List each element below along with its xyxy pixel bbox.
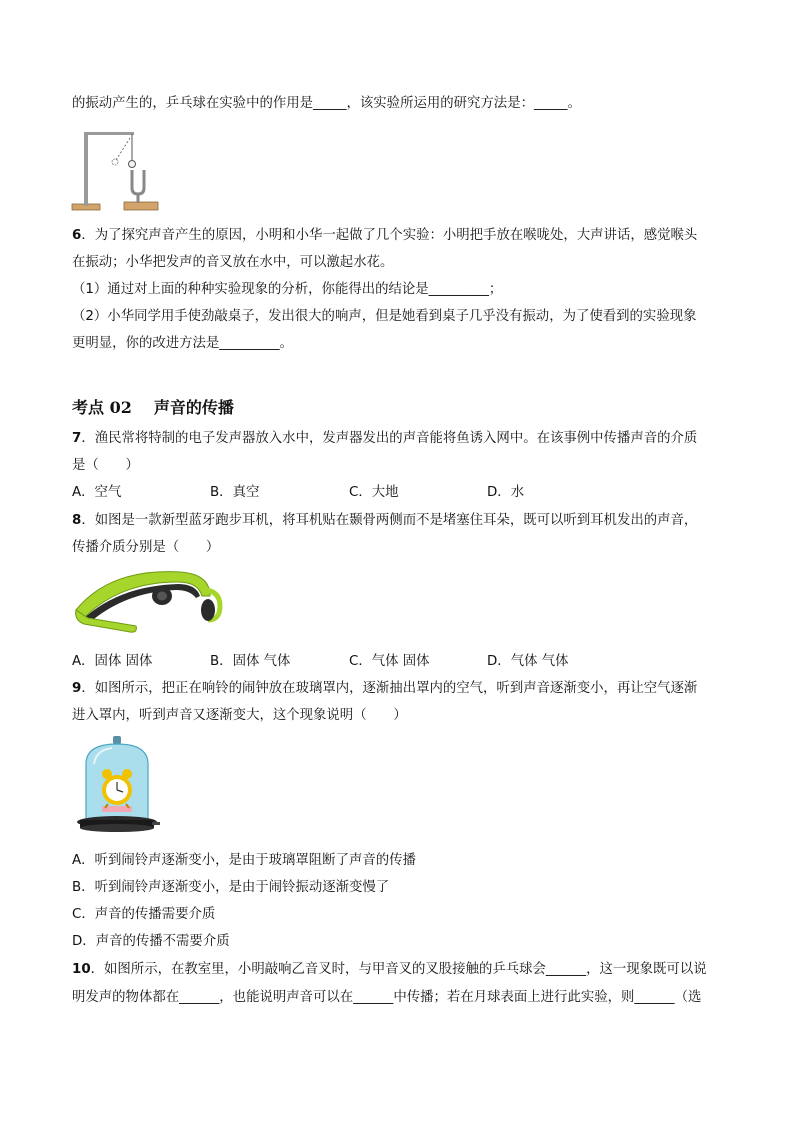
- section-code: 考点 02: [72, 398, 132, 417]
- q6-text-1: ．为了探究声音产生的原因，小明和小华一起做了几个实验：小明把手放在喉咙处，大声讲话，感觉喉头: [81, 228, 698, 243]
- q7-line1: [72, 429, 697, 449]
- q7-text-1: ．渔民常将特制的电子发声器放入水中，发声器发出的声音能将鱼诱入网中。在该事例中传播声音的介质: [81, 431, 698, 446]
- q8-text-1: ．如图是一款新型蓝牙跑步耳机，将耳机贴在颞骨两侧而不是堵塞住耳朵，既可以听到耳机发出的声音，: [81, 513, 698, 528]
- q8-option-d[interactable]: D．气体 气体: [487, 654, 569, 669]
- q7-number: 7: [72, 431, 82, 446]
- q10-number: 10: [72, 962, 91, 977]
- q6-sub2a: （2）小华同学用手使劲敲桌子，发出很大的响声，但是她看到桌子几乎没有振动，为了使看到的实验现象: [72, 309, 697, 324]
- q9-number: 9: [72, 681, 82, 696]
- q6-sub2b: 更明显，你的改进方法是_________。: [72, 336, 293, 351]
- q8-option-c[interactable]: C．气体 固体: [349, 654, 430, 669]
- q8-line2: 传播介质分别是（ ）: [72, 540, 220, 555]
- q7-option-a[interactable]: A．空气: [72, 485, 122, 500]
- q9-line1: [72, 679, 697, 699]
- q9-option-d[interactable]: D．声音的传播不需要介质: [72, 934, 230, 949]
- section-heading: [72, 395, 234, 418]
- q6-line1: [72, 226, 697, 246]
- q8-number: 8: [72, 513, 82, 528]
- q7-option-d[interactable]: D．水: [487, 485, 525, 500]
- q8-option-b[interactable]: B．固体 气体: [210, 654, 291, 669]
- q9-text-1: ．如图所示，把正在响铃的闹钟放在玻璃罩内，逐渐抽出罩内的空气，听到声音逐渐变小，再让空气逐渐: [81, 681, 698, 696]
- section-name: 声音的传播: [153, 398, 234, 417]
- q7-line2: 是（ ）: [72, 458, 139, 473]
- tuning-fork-figure: [70, 126, 160, 216]
- q8-option-a[interactable]: A．固体 固体: [72, 654, 153, 669]
- q6-sub1: （1）通过对上面的种种实验现象的分析，你能得出的结论是_________；: [72, 282, 503, 297]
- q6-line2: 在振动；小华把发声的音叉放在水中，可以激起水花。: [72, 255, 394, 270]
- q10-line2: 明发声的物体都在______，也能说明声音可以在______中传播；若在月球表面上进行此实验，则______（选: [72, 990, 702, 1005]
- q9-option-b[interactable]: B．听到闹铃声逐渐变小，是由于闹铃振动逐渐变慢了: [72, 880, 390, 895]
- q9-option-c[interactable]: C．声音的传播需要介质: [72, 907, 216, 922]
- q7-option-c[interactable]: C．大地: [349, 485, 399, 500]
- q5-tail-text: 的振动产生的，乒乓球在实验中的作用是_____，该实验所运用的研究方法是：_____。: [72, 96, 581, 111]
- q9-line2: 进入罩内，听到声音又逐渐变大，这个现象说明（ ）: [72, 708, 407, 723]
- q7-option-b[interactable]: B．真空: [210, 485, 260, 500]
- headphone-figure: [70, 562, 230, 642]
- q10-line1: [72, 960, 707, 980]
- q6-number: 6: [72, 228, 82, 243]
- q8-line1: [72, 511, 697, 531]
- q9-option-a[interactable]: A．听到闹铃声逐渐变小，是由于玻璃罩阻断了声音的传播: [72, 853, 416, 868]
- q10-text-1: ．如图所示，在教室里，小明敲响乙音叉时，与甲音叉的叉股接触的乒乓球会______，这一现象既可以说: [90, 962, 707, 977]
- bell-jar-figure: [72, 734, 162, 840]
